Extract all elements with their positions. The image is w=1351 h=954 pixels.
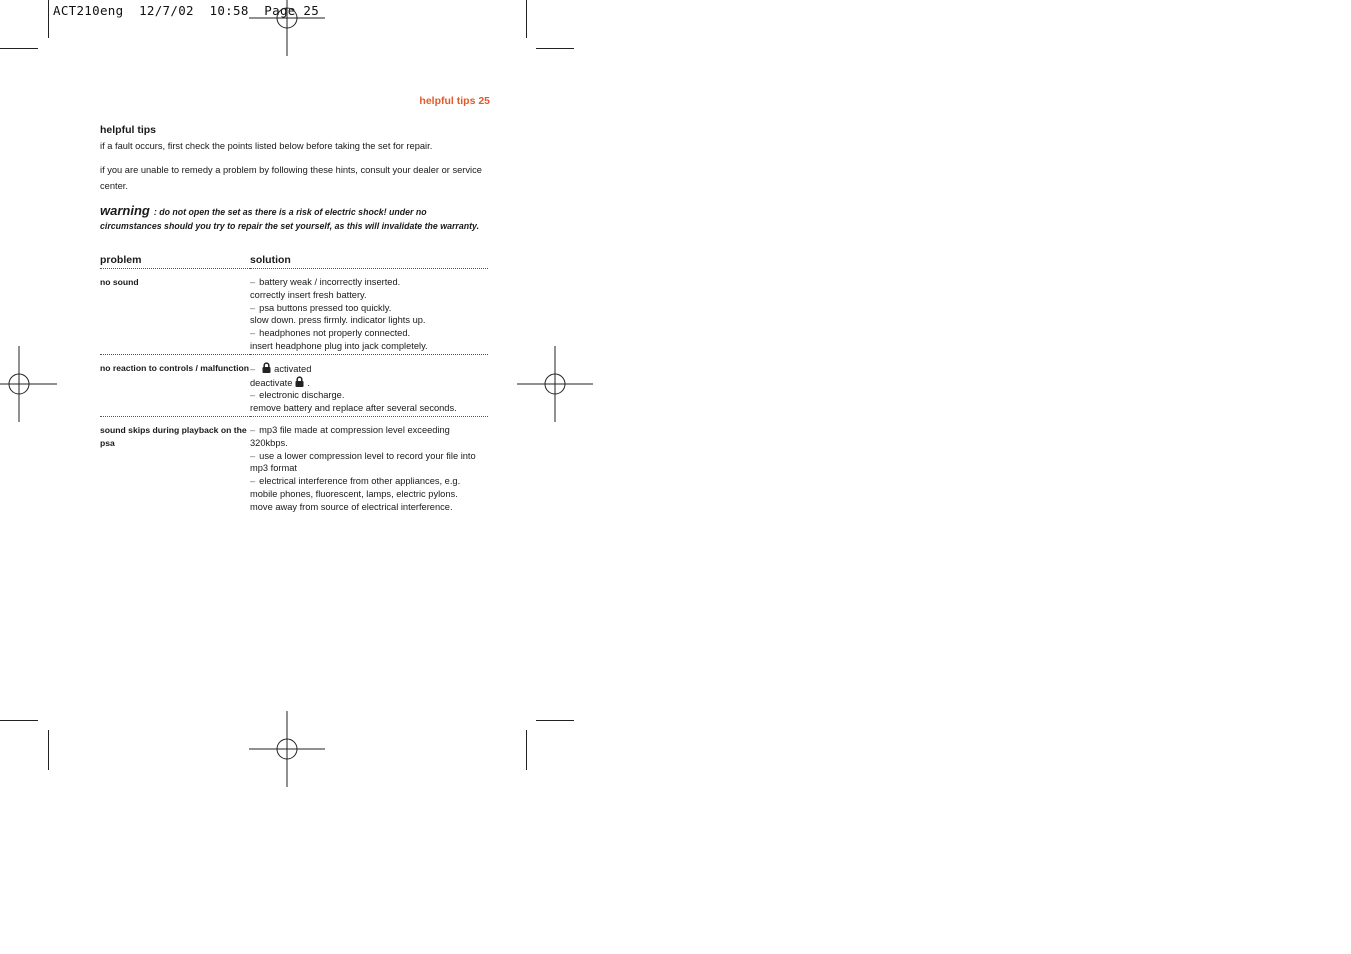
solution-text: activated (274, 363, 312, 374)
dash-bullet: – (250, 363, 256, 374)
solution-cell (250, 416, 488, 514)
warning-label: warning (100, 203, 150, 218)
crop-mark (526, 0, 527, 38)
solution-line (250, 501, 488, 514)
solution-text: electronic discharge. (259, 390, 345, 401)
table-row (100, 416, 488, 514)
solution-line (250, 424, 488, 450)
crop-mark (0, 48, 38, 49)
crop-mark (48, 0, 49, 38)
problem-cell: no reaction to controls / malfunction (100, 354, 250, 416)
crop-mark (526, 730, 527, 770)
lock-icon (295, 376, 304, 387)
problem-cell: sound skips during playback on the psa (100, 424, 247, 448)
registration-mark-top (249, 0, 325, 56)
crop-mark (536, 48, 574, 49)
registration-mark-right (517, 346, 593, 422)
solution-text: correctly insert fresh battery. (250, 289, 367, 300)
solution-line (250, 314, 488, 327)
dash-bullet: – (250, 390, 256, 401)
page-content (100, 122, 490, 515)
solution-text: mp3 file made at compression level exceeding 320kbps. (250, 424, 450, 448)
solution-line (250, 475, 488, 501)
solution-cell (250, 354, 488, 416)
solution-text: move away from source of electrical interference. (250, 501, 453, 512)
solution-line (250, 376, 488, 390)
solution-cell (250, 269, 488, 355)
solution-line (250, 340, 488, 353)
problem-cell: no sound (100, 269, 250, 355)
solution-text: insert headphone plug into jack completely. (250, 340, 428, 351)
warning-note (100, 204, 490, 233)
solution-text: battery weak / incorrectly inserted. (259, 277, 401, 287)
dash-bullet: – (250, 424, 256, 435)
column-header-problem: problem (100, 253, 250, 269)
solution-line (250, 389, 488, 402)
solution-text: electrical interference from other appliances, e.g. mobile phones, fluorescent, lamps, electric pylons. (250, 476, 461, 499)
dash-bullet: – (250, 277, 256, 287)
solution-text: headphones not properly connected. (259, 328, 411, 339)
crop-mark (48, 730, 49, 770)
warning-text: : do not open the set as there is a risk of electric shock! under no circumstances should you try to repair the set yourself, as this will invalidate the warranty. (100, 207, 480, 231)
page-title: helpful tips (100, 124, 156, 136)
solution-text: remove battery and replace after several seconds. (250, 403, 457, 414)
dash-bullet: – (250, 302, 256, 313)
column-header-solution: solution (250, 253, 488, 269)
dash-bullet: – (250, 328, 256, 339)
solution-text: use a lower compression level to record your file into mp3 format (250, 450, 476, 474)
solution-text: psa buttons pressed too quickly. (259, 302, 392, 313)
dash-bullet: – (250, 476, 256, 487)
solution-suffix: . (307, 377, 310, 388)
troubleshooting-table (100, 253, 488, 515)
dash-bullet: – (250, 450, 256, 461)
solution-line (250, 302, 488, 315)
solution-line (250, 289, 488, 302)
lock-icon (262, 362, 271, 373)
solution-line (250, 450, 488, 476)
intro-paragraph: if you are unable to remedy a problem by following these hints, consult your dealer or service center. (100, 165, 482, 191)
registration-mark-left (0, 346, 57, 422)
solution-line (250, 327, 488, 340)
table-row (100, 269, 488, 355)
solution-line (250, 402, 488, 415)
table-row (100, 354, 488, 416)
intro-paragraph: if a fault occurs, first check the points listed below before taking the set for repair. (100, 141, 433, 151)
solution-text: deactivate (250, 377, 293, 388)
crop-mark (536, 720, 574, 721)
solution-text: slow down. press firmly. indicator lights up. (250, 315, 426, 326)
registration-mark-bottom (249, 711, 325, 787)
table-header-row (100, 253, 488, 269)
print-slug: ACT210eng 12/7/02 10:58 Page 25 (53, 3, 320, 18)
running-head: helpful tips 25 (419, 95, 490, 107)
solution-line (250, 276, 488, 289)
crop-mark (0, 720, 38, 721)
solution-line (250, 362, 488, 376)
